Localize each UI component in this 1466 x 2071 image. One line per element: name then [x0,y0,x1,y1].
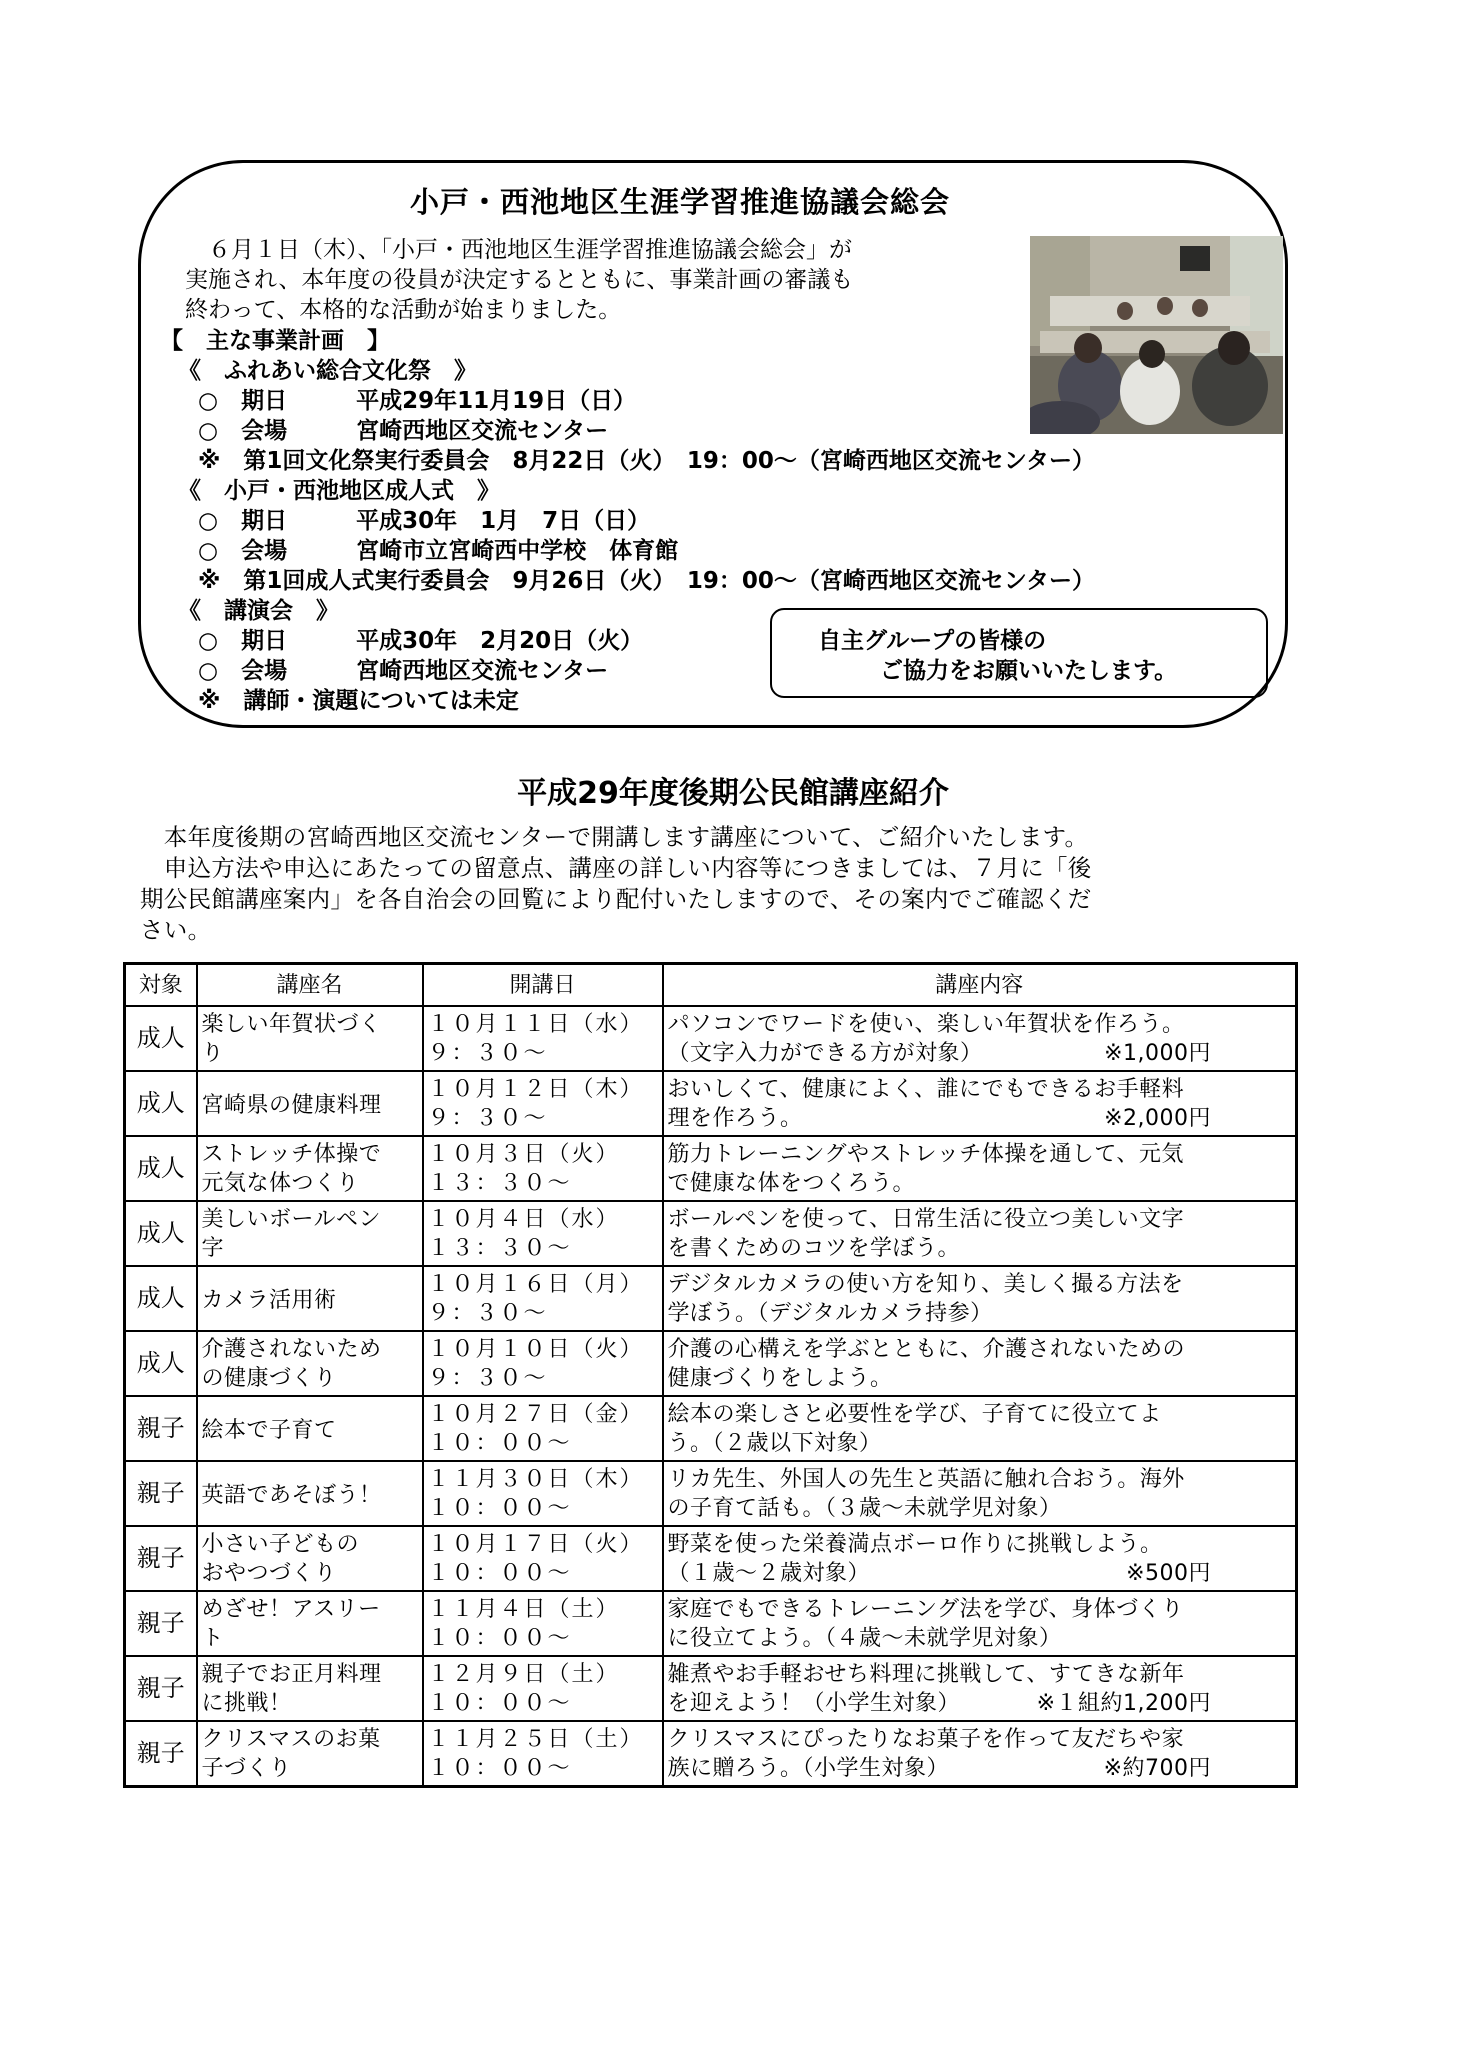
course-time: １０：００～ [427,1626,572,1651]
course-name-line: 英語であそぼう！ [201,1482,382,1508]
course-description-text: の子育て話も。（３歳～未就学児対象） [667,1496,1062,1521]
course-name-line: 楽しい年賀状づく [201,1012,382,1037]
course-time: １０：００～ [427,1431,572,1456]
course-name-line: 字 [201,1236,225,1261]
table-header-row [125,964,1297,1007]
event-item: ○ 期日 平成30年 2月20日（火） [198,628,644,654]
plan-heading: 【 主な事業計画 】 [160,328,390,354]
cell-content [663,1591,1297,1656]
table-row [125,1721,1297,1786]
course-fee: ※約700円 [1103,1756,1211,1781]
course-description-line [668,1595,1292,1624]
cell-date [423,1461,663,1526]
courses-title: 平成29年度後期公民館講座紹介 [517,776,949,811]
cell-content [663,1461,1297,1526]
cell-date [423,1591,663,1656]
meeting-title: 小戸・西池地区生涯学習推進協議会総会 [410,185,951,219]
course-name-line: ト [201,1626,225,1651]
course-description-text: ボールペンを使って、日常生活に役立つ美しい文字 [667,1207,1185,1232]
course-description-text: う。（２歳以下対象） [667,1431,882,1456]
course-description-line [668,1494,1292,1523]
cell-date [423,1136,663,1201]
course-time: １０：００～ [427,1561,572,1586]
course-description-text: に役立てよう。（４歳～未就学児対象） [667,1626,1062,1651]
cell-date [423,1006,663,1071]
course-fee: ※１組約1,200円 [1036,1691,1211,1716]
course-name-line: めざせ！アスリー [201,1597,381,1622]
meeting-intro-line: ６月１日（木）、「小戸・西池地区生涯学習推進協議会総会」が [185,237,852,263]
cell-content [663,1656,1297,1721]
header-course-name: 講座名 [197,964,423,1007]
event-item: ※ 第1回成人式実行委員会 9月26日（火） 19：00～（宮崎西地区交流センター） [198,568,1095,594]
cell-date [423,1396,663,1461]
cell-target: 親子 [125,1461,197,1526]
course-description-line [668,1660,1292,1689]
course-description-line [668,1465,1292,1494]
course-description-text: 理を作ろう。 [667,1106,803,1131]
course-description-text: 介護の心構えを学ぶとともに、介護されないための [667,1337,1186,1362]
cell-target: 成人 [125,1201,197,1266]
course-time: １３：３０～ [427,1236,572,1261]
event-name: 《 小戸・西池地区成人式 》 [178,478,500,504]
cell-date [423,1721,663,1786]
course-description-text: （文字入力ができる方が対象） [667,1041,983,1066]
course-description-text: おいしくて、健康によく、誰にでもできるお手軽料 [667,1077,1185,1102]
course-description-line [668,1624,1292,1653]
course-description-text: 野菜を使った栄養満点ボーロ作りに挑戦しよう。 [667,1532,1163,1557]
cell-target: 親子 [125,1591,197,1656]
course-description-text: を迎えよう！（小学生対象） [667,1691,961,1716]
cell-content [663,1006,1297,1071]
course-description-text: 健康づくりをしよう。 [667,1366,893,1391]
course-time: １０：００～ [427,1496,572,1521]
cell-content [663,1136,1297,1201]
cell-course-name [197,1201,423,1266]
course-name-line: 介護されないため [201,1337,382,1362]
course-description-line [668,1364,1292,1393]
course-fee: ※2,000円 [1104,1106,1211,1131]
event-item: ○ 会場 宮崎西地区交流センター [198,418,609,444]
course-description-text: リカ先生、外国人の先生と英語に触れ合おう。海外 [667,1467,1185,1492]
course-time: ９：３０～ [427,1041,548,1066]
table-row [125,1526,1297,1591]
cell-course-name [197,1331,423,1396]
cell-content [663,1266,1297,1331]
course-name-line: カメラ活用術 [201,1287,337,1313]
cell-content [663,1201,1297,1266]
course-date: １０月４日（水） [427,1207,620,1232]
header-date: 開講日 [423,964,663,1007]
course-name-line: おやつづくり [201,1561,337,1586]
course-name-line: 子づくり [201,1756,292,1781]
courses-table [123,962,1298,1788]
course-description-line [668,1725,1292,1754]
course-name-line: クリスマスのお菓 [201,1727,381,1752]
event-name: 《 講演会 》 [178,598,339,624]
event-item: ※ 第1回文化祭実行委員会 8月22日（火） 19：00～（宮崎西地区交流センター） [198,448,1095,474]
course-date: １１月４日（土） [427,1597,620,1622]
note-line: ご協力をお願いいたします。 [880,658,1178,684]
cell-course-name [197,1136,423,1201]
course-name-line: 絵本で子育て [201,1417,337,1443]
course-name-line: 親子でお正月料理 [201,1662,382,1687]
event-item: ○ 期日 平成29年11月19日（日） [198,388,637,414]
course-date: １０月１６日（月） [427,1272,644,1297]
cell-content [663,1396,1297,1461]
course-time: ９：３０～ [427,1366,548,1391]
courses-paragraph-line: 期公民館講座案内」を各自治会の回覧により配付いたしますので、その案内でご確認くだ [140,885,1092,913]
course-description-line [668,1559,1292,1588]
course-description-text: デジタルカメラの使い方を知り、美しく撮る方法を [667,1272,1184,1297]
cell-date [423,1201,663,1266]
course-description-line [668,1299,1292,1328]
course-date: １０月１１日（水） [427,1012,644,1037]
cell-target: 親子 [125,1721,197,1786]
cell-target: 成人 [125,1071,197,1136]
course-name-line: の健康づくり [201,1366,337,1391]
table-row [125,1006,1297,1071]
cell-course-name [197,1461,423,1526]
note-line: 自主グループの皆様の [818,628,1047,654]
cell-target: 成人 [125,1136,197,1201]
course-name-line: 小さい子どもの [201,1532,360,1557]
course-description-line [668,1400,1292,1429]
courses-paragraph-line: 申込方法や申込にあたっての留意点、講座の詳しい内容等につきましては、７月に「後 [140,854,1092,882]
course-time: ９：３０～ [427,1301,548,1326]
cell-course-name [197,1526,423,1591]
course-description-line [668,1689,1292,1718]
course-description-line [668,1104,1292,1133]
course-description-line [668,1205,1292,1234]
course-name-line: 宮崎県の健康料理 [201,1092,382,1118]
header-content: 講座内容 [663,964,1297,1007]
cell-course-name [197,1721,423,1786]
course-description-text: （１歳～２歳対象） [667,1561,871,1586]
cell-course-name [197,1071,423,1136]
course-time: ９：３０～ [427,1106,548,1131]
courses-paragraph-line: 本年度後期の宮崎西地区交流センターで開講します講座について、ご紹介いたします。 [140,823,1089,851]
course-description-text: パソコンでワードを使い、楽しい年賀状を作ろう。 [667,1012,1185,1037]
course-description-line [668,1530,1292,1559]
cell-date [423,1656,663,1721]
course-name-line: 元気な体つくり [201,1171,360,1196]
course-time: １０：００～ [427,1691,572,1716]
meeting-photo [1030,236,1283,434]
table-row [125,1266,1297,1331]
event-item: ○ 会場 宮崎西地区交流センター [198,658,609,684]
course-description-line [668,1234,1292,1263]
event-item: ○ 期日 平成30年 1月 7日（日） [198,508,651,534]
course-description-text: 筋力トレーニングやストレッチ体操を通して、元気 [667,1142,1184,1167]
cell-date [423,1266,663,1331]
cell-course-name [197,1006,423,1071]
course-fee: ※1,000円 [1104,1041,1211,1066]
cell-date [423,1526,663,1591]
course-description-text: 学ぼう。（デジタルカメラ持参） [667,1301,993,1326]
course-description-text: 族に贈ろう。（小学生対象） [667,1756,950,1781]
course-description-text: クリスマスにぴったりなお菓子を作って友だちや家 [667,1727,1185,1752]
table-row [125,1591,1297,1656]
cell-target: 親子 [125,1526,197,1591]
courses-paragraph-line: さい。 [140,916,212,944]
course-date: １０月３日（火） [427,1142,620,1167]
course-name-line: ストレッチ体操で [201,1142,382,1167]
table-row [125,1461,1297,1526]
course-name-line: り [201,1041,225,1066]
meeting-intro-line: 実施され、本年度の役員が決定するとともに、事業計画の審議も [185,267,854,293]
table-row [125,1136,1297,1201]
event-name: 《 ふれあい総合文化祭 》 [178,358,477,384]
event-item: ○ 会場 宮崎市立宮崎西中学校 体育館 [198,538,679,564]
course-description-text: 家庭でもできるトレーニング法を学び、身体づくり [667,1597,1184,1622]
course-description-line [668,1075,1292,1104]
cell-course-name [197,1266,423,1331]
course-name-line: 美しいボールペン [201,1207,382,1232]
course-description-line [668,1010,1292,1039]
course-description-text: 雑煮やお手軽おせち料理に挑戦して、すてきな新年 [667,1662,1185,1687]
table-row [125,1201,1297,1266]
table-row [125,1396,1297,1461]
course-description-line [668,1270,1292,1299]
course-description-line [668,1429,1292,1458]
course-date: １１月２５日（土） [427,1727,644,1752]
cell-course-name [197,1591,423,1656]
cell-target: 親子 [125,1656,197,1721]
course-date: １２月９日（土） [427,1662,620,1687]
cell-target: 親子 [125,1396,197,1461]
cell-course-name [197,1396,423,1461]
table-row [125,1656,1297,1721]
cell-content [663,1526,1297,1591]
cell-content [663,1331,1297,1396]
course-date: １０月１２日（木） [427,1077,644,1102]
event-item: ※ 講師・演題については未定 [198,688,519,714]
course-time: １３：３０～ [427,1171,572,1196]
course-name-line: に挑戦！ [201,1691,292,1716]
cell-target: 成人 [125,1331,197,1396]
course-date: １０月２７日（金） [427,1402,644,1427]
course-fee: ※500円 [1126,1561,1211,1586]
cell-date [423,1331,663,1396]
course-date: １０月１７日（火） [427,1532,644,1557]
course-time: １０：００～ [427,1756,572,1781]
table-row [125,1331,1297,1396]
cell-course-name [197,1656,423,1721]
cell-target: 成人 [125,1266,197,1331]
course-description-line [668,1169,1292,1198]
course-description-text: で健康な体をつくろう。 [667,1171,916,1196]
cell-content [663,1721,1297,1786]
cell-target: 成人 [125,1006,197,1071]
meeting-intro-line: 終わって、本格的な活動が始まりました。 [185,297,622,323]
cell-content [663,1071,1297,1136]
course-description-line [668,1140,1292,1169]
course-description-line [668,1039,1292,1068]
course-date: １１月３０日（木） [427,1467,644,1492]
course-description-text: 絵本の楽しさと必要性を学び、子育てに役立てよ [667,1402,1162,1427]
course-description-line [668,1754,1292,1783]
courses-table-body [125,1006,1297,1786]
header-target: 対象 [125,964,197,1007]
table-row [125,1071,1297,1136]
course-description-line [668,1335,1292,1364]
cell-date [423,1071,663,1136]
course-description-text: を書くためのコツを学ぼう。 [667,1236,961,1261]
course-date: １０月１０日（火） [427,1337,644,1362]
